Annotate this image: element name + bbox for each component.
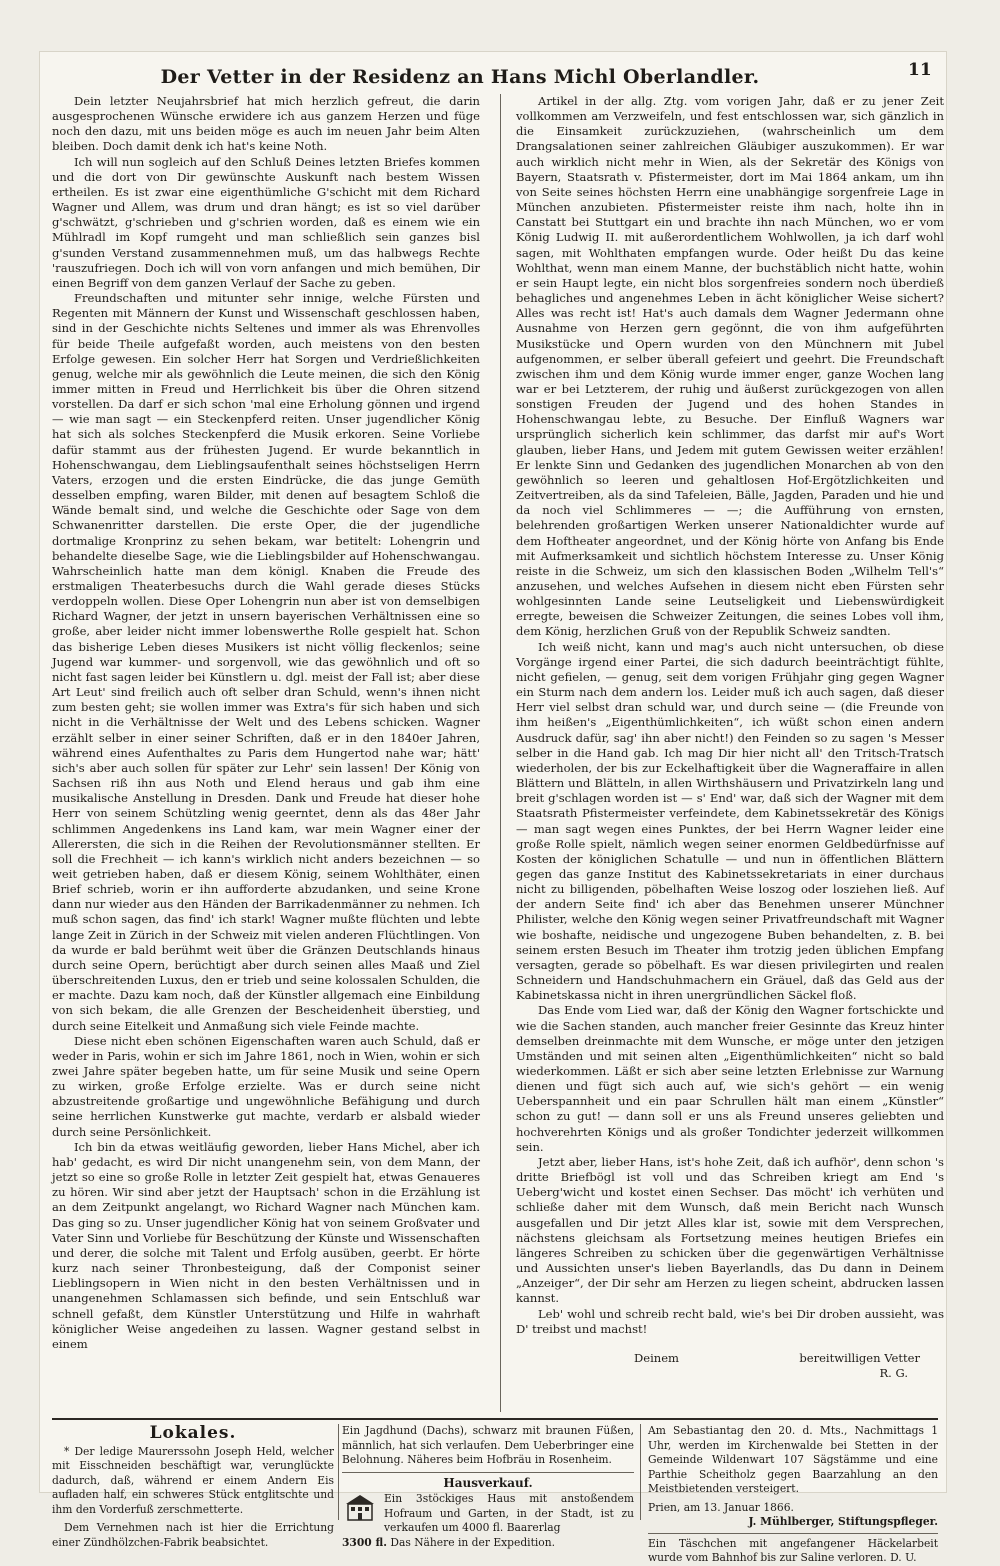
letter-paragraph: Freundschaften und mitunter sehr innige, welche Fürsten und Regenten mit Männern der Kunst und Wissenschaft geschlossen haben, sind in der Geschichte nichts Seltenes und immer als was Ehrenvolles für beide Theile aufgefaßt worden, auch meistens von den besten Erfolge gewesen. Ein solcher Herr hat Sorgen und Verdrießlichkeiten genug, welche mir als gewöhnlich die Leute meinen, die sich den König immer mitten in Freud und Herrlichkeit bis über die Ohren sitzend vorstellen. Da darf er sich schon 'mal eine Erholung gönnen und irgend — wie man sagt — ein Steckenpferd reiten. Unser jugendlicher König hat sich als solches Steckenpferd die Musik erkoren. Seine Vorliebe dafür stammt aus der frühesten Jugend. Er wurde bekanntlich in Hohenschwangau, dem Lieblingsaufenthalt seines höchstseligen Herrn Vaters, erzogen und die ersten Eindrücke, die das junge Gemüth desselben empfing, waren Bilder, mit denen auf besagtem Schloß die Wände bemalt sind, und welche die Geschichte oder Sage von dem Schwanenritter darstellen. Die erste Oper, die der jugendliche dortmalige Kronprinz zu sehen bekam, war betitelt: Lohengrin und behandelte dieselbe Sage, wie die Lieblingsbilder auf Hohenschwangau. Wahrscheinlich hatte man dem königl. Knaben die Freude des erstmaligen Theaterbesuchs durch die Wahl gerade dieses Stücks verdoppeln wollen. Diese Oper Lohengrin nun aber ist von demselbigen Richard Wagner, der jetzt in unsern bayerischen Verhältnissen eine so große, aber leider nicht immer lobenswerthe Rolle gespielt hat. Schon das bisherige Leben dieses Musikers ist nicht völlig fleckenlos; seine Jugend war kummer- und sorgenvoll, wie das gewöhnlich und oft so nicht fast sagen leider bei Künstlern u. dgl. meist der Fall ist; aber diese Art Leut' sind freilich auch oft selber dran Schuld, wenn's ihnen nicht zum besten geht; sie wollen immer was Extra's für sich haben und sich nicht in die Verhältnisse der Welt und des Lebens schicken. Wagner erzählt selber in einer seiner Schriften, daß er in den 1840er Jahren, während eines Aufenthaltes zu Paris dem Hungertod nahe war; hätt' sich's aber auch sollen für später zur Lehr' sein lassen! Der König von Sachsen riß ihn aus Noth und Elend heraus und gab ihm eine musikalische Anstellung in Dresden. Dank und Freude hat dieser hohe Herr von seinem Schützling wenig geerntet, denn als das 48er Jahr schlimmen Angedenkens ins Land kam, war mein Wagner einer der Allerersten, die sich in die Reihen der Revolutionsmänner stellten. Er soll die Frechheit — ich kann's wirklich nicht anders bezeichnen — so weit getrieben haben, daß er diesem König, seinem Wohlthäter, einen Brief schrieb, worin er ihn aufforderte abzudanken, und seine Krone dann nur wieder aus den Händen der Barrikadenmänner zu nehmen. Ich muß schon sagen, das find' ich stark! Wagner mußte flüchten und lebte lange Zeit in Zürich in der Schweiz mit vielen anderen Flüchtlingen. Von da wurde er bald berühmt weit über die Gränzen Deutschlands hinaus durch seine Opern, berüchtigt aber durch seinen alles Maaß und Ziel überschreitenden Luxus, den er trieb und seine kolossalen Schulden, die er machte. Dazu kam noch, daß der Künstler allgemach eine Einbildung von sich bekam, die alle Grenzen der Bescheidenheit überstieg, und durch seine Eitelkeit und Anmaßung sich viele Feinde machte.	[52, 291, 480, 1033]
lokales-item: * Der ledige Maurerssohn Joseph Held, welcher mit Eisschneiden beschäftigt war, verunglückte dadurch, daß, während er einem Andern Eis aufladen half, ein schweres Stück entglitschte und ihm den Vorderfuß zerschmetterte.	[52, 1444, 334, 1516]
letter-paragraph: Diese nicht eben schönen Eigenschaften waren auch Schuld, daß er weder in Paris, wohin er sich im Jahre 1861, noch in Wien, wohin er sich zwei Jahre später begeben hatte, um für seine Musik und seine Opern zu wirken, große Erfolge erzielte. Was er durch seine nicht abzustreitende großartige und ungewöhnliche Befähigung und durch seine herrlichen Kunstwerke gut machte, verdarb er alsbald wieder durch seine Persönlichkeit.	[52, 1033, 480, 1139]
letter-paragraph: Jetzt aber, lieber Hans, ist's hohe Zeit, daß ich aufhör', denn schon 's dritte Briefbögl ist voll und das Schreiben kriegt am End 's Ueberg'wicht und kostet einen Sechser. Das möcht' ich verhüten und schließe daher mit dem Wunsch, daß mein Bericht nach Wunsch ausgefallen und Dir jetzt Alles klar ist, sowie mit dem Versprechen, nächstens gleichsam als Fortsetzung meines heutigen Briefes ein längeres Schreiben zu schicken über die gegenwärtigen Verhältnisse und Aussichten unser's lieben Bayerlandls, das Du dann in Deinem „Anzeiger“, der Dir sehr am Herzen zu liegen scheint, abdrucken lassen kannst.	[516, 1154, 944, 1306]
letter-column-right	[516, 94, 944, 1404]
ad-versteigerung: Am Sebastiantag den 20. d. Mts., Nachmittags 1 Uhr, werden im Kirchenwalde bei Stetten in der Gemeinde Wildenwart 107 Sägstämme und eine Parthie Scheitholz gegen Baarzahlung an den Meistbietenden versteigert.	[648, 1424, 938, 1495]
ad-hausverkauf-more: Das Nähere in der Expedition.	[390, 1535, 556, 1549]
letter-closing	[516, 1351, 944, 1366]
ads-right	[648, 1424, 938, 1564]
ad-hausverkauf	[342, 1492, 634, 1536]
closing-right: bereitwilligen Vetter	[799, 1350, 920, 1365]
ad-jagdhund: Ein Jagdhund (Dachs), schwarz mit braunen Füßen, männlich, hat sich verlaufen. Dem Ueberbringer eine Belohnung. Näheres beim Hofbräu in Rosenheim.	[342, 1424, 634, 1466]
letter-headline: Der Vetter in der Residenz an Hans Michl Oberlandler.	[160, 66, 760, 88]
lokales-item: Dem Vernehmen nach ist hier die Errichtung einer Zündhölzchen-Fabrik beabsichtet.	[52, 1521, 334, 1549]
letter-signature: R. G.	[879, 1365, 908, 1380]
lokales-section	[52, 1423, 334, 1549]
letter-column-left	[52, 94, 480, 1404]
ad-divider	[338, 1424, 339, 1520]
lokales-heading: Lokales.	[149, 1423, 237, 1443]
ad-hausverkauf-footer	[342, 1536, 634, 1551]
ad-rule	[342, 1472, 634, 1473]
house-icon	[342, 1492, 378, 1522]
letter-paragraph: Ich will nun sogleich auf den Schluß Deines letzten Briefes kommen und die dort von Dir gewünschte Auskunft nach bestem Wissen ertheilen. Es ist zwar eine eigenthümliche G'schicht mit dem Richard Wagner und Allem, was drum und dran hängt; es ist so viel darüber g'schwätzt, g'schrieben und g'schrien worden, daß es einem wie ein Mühlradl im Kopf rumgeht und man schließlich sein ganzes bisl g'sunden Verstand zusammennehmen muß, um das halbwegs Rechte 'rauszufriegen. Doch ich will von vorn anfangen und mich bemühen, Dir einen Begriff von dem ganzen Verlauf der Sache zu geben.	[52, 154, 480, 290]
ad-signer: J. Mühlberger, Stiftungspfleger.	[748, 1515, 938, 1528]
letter-paragraph: Leb' wohl und schreib recht bald, wie's bei Dir droben aussieht, was D' treibst und machst!	[516, 1306, 944, 1336]
page-number: 11	[908, 60, 932, 80]
section-rule	[52, 1418, 938, 1420]
closing-left: Deinem	[634, 1350, 680, 1365]
ads-middle	[342, 1424, 634, 1549]
letter-paragraph: Ich weiß nicht, kann und mag's auch nicht untersuchen, ob diese Vorgänge irgend einer Partei, die sich dadurch beeinträchtigt fühlte, nicht gefielen, — genug, seit dem vorigen Frühjahr ging gegen Wagner ein Sturm nach dem andern los. Leider muß ich auch sagen, daß dieser Herr viel selbst dran schuld war, und durch seine — (die Freunde von ihm heißen's „Eigenthümlichkeiten“, ich wüßt schon einen andern Ausdruck dafür, sag' ihn aber nicht!) den Feinden so zu sagen 's Messer selber in die Hand gab. Ich mag Dir hier nicht all' den Tritsch-Tratsch wiederholen, der bis zur Eckelhaftigkeit über die Wagneraffaire in allen Blättern und Blätteln, in allen Wirthshäusern und Privatzirkeln lang und breit g'schlagen worden ist — s' End' war, daß sich der Wagner mit dem Staatsrath Pfistermeister verfeindete, dem Kabinetssekretär des Königs — man sagt wegen eines Punktes, der bei Herrn Wagner leider eine große Rolle spielt, nämlich wegen seiner enormen Geldbedürfnisse auf Kosten der königlichen Schatulle — und nun in öffentlichen Blättern gegen das ganze Institut des Kabinetssekretariats in einer durchaus nicht zu billigenden, pöbelhaften Weise loszog oder losziehen ließ. Auf der andern Seite find' ich aber das Benehmen unserer Münchner Philister, welche den König wegen seiner Privatfreundschaft mit Wagner wie boshafte, neidische und ungezogene Buben behandelten, z. B. bei seinem ersten Besuch im Theater ihm trotzig jeden üblichen Empfang versagten, gerade so pöbelhaft. Es war diesen privilegirten und realen Schneidern und Handschuhmachern ein Gräuel, daß das Geld aus der Kabinetskassa nicht in ihren unergründlichen Säckel floß.	[516, 639, 944, 1003]
ad-taeschchen: Ein Täschchen mit angefangener Häckelarbeit wurde vom Bahnhof bis zur Saline verloren. D. U.	[648, 1536, 938, 1564]
letter-paragraph: Dein letzter Neujahrsbrief hat mich herzlich gefreut, die darin ausgesprochenen Wünsche erwidere ich aus ganzem Herzen und füge noch den dazu, mit uns beiden möge es auch im neuen Jahr beim Alten bleiben. Doch damit denk ich hat's keine Noth.	[52, 94, 480, 154]
column-divider	[500, 94, 501, 1412]
ad-datum: Prien, am 13. Januar 1866.	[648, 1500, 794, 1514]
letter-paragraph: Ich bin da etwas weitläufig geworden, lieber Hans Michel, aber ich hab' gedacht, es wird Dir nicht unangenehm sein, von dem Mann, der jetzt so eine so große Rolle in letzter Zeit gespielt hat, etwas Genaueres zu hören. Wir sind aber jetzt der Hauptsach' schon in die Erzählung ist an dem Zeitpunkt angelangt, wo Richard Wagner nach München kam. Das ging so zu. Unser jugendlicher König hat von seinem Großvater und Vater Sinn und Vorliebe für Beschützung der Künste und Wissenschaften und derer, die solche mit Talent und Erfolg ausüben, geerbt. Er hörte kurz nach seiner Thronbesteigung, daß der Componist seiner Lieblingsopern in Wien nicht in den besten Verhältnissen und in unangenehmen Schlamassen sich befinde, und sein Entschluß war schnell gefaßt, dem Künstler Unterstützung und Hilfe in wahrhaft königlicher Weise angedeihen zu lassen. Wagner gestand selbst in einem	[52, 1139, 480, 1351]
ad-divider	[640, 1424, 641, 1520]
letter-paragraph: Das Ende vom Lied war, daß der König den Wagner fortschickte und wie die Sachen standen, auch mancher freier Gesinnte das Kreuz hinter demselben dreinmachte mit dem Wunsche, er möge unter den jetzigen Umständen und mit seinen alten „Eigenthümlichkeiten“ nicht so bald wiederkommen. Läßt er sich aber seine letzten Erlebnisse zur Warnung dienen und fügt sich auch auf, wie sich's gehört — ein wenig Ueberspannheit und ein paar Schrullen hält man einem „Künstler“ schon zu gut! — dann soll er uns als Freund unseres geliebten und hochverehrten Königs und als großer Tondichter jederzeit willkommen sein.	[516, 1003, 944, 1154]
ad-rule	[648, 1533, 938, 1534]
letter-paragraph: Artikel in der allg. Ztg. vom vorigen Jahr, daß er zu jener Zeit vollkommen am Verzweifeln, und fest entschlossen war, sich gänzlich in die Einsamkeit zurückzuziehen, (wahrscheinlich um dem Drangsalationen seiner zahlreichen Gläubiger auszukommen). Er war auch wirklich nicht mehr in Wien, als der Sekretär des Königs von Bayern, Staatsrath v. Pfistermeister, dort im Mai 1864 ankam, um ihn von Seite seines höchsten Herrn eine unabhängige sorgenfreie Lage in München anzubieten. Pfistermeister reiste ihm nach, holte ihn in Canstatt bei Stuttgart ein und brachte ihn nach München, wo er vom König Ludwig II. mit außerordentlichem Wohlwollen, ja ich darf wohl sagen, mit Wohlthaten empfangen wurde. Oder heißt Du das keine Wohlthat, wenn man einem Manne, der buchstäblich nicht hatte, wohin er sein Haupt legte, ein nicht blos sorgenfreies sondern noch überdieß behagliches und angenehmes Leben in ächt königlicher Weise sichert? Alles was recht ist! Hat's auch damals dem Wagner Jedermann ohne Ausnahme von Herzen gern gegönnt, die von ihm aufgeführten Musikstücke und Opern wurden von den Münchnern mit Jubel aufgenommen, er selber überall gefeiert und geehrt. Die Freundschaft zwischen ihm und dem König wurde immer enger, ganze Wochen lang war er bei Letzterem, der ruhig und äußerst zurückgezogen von allen sonstigen Freuden der Jugend und des hohen Standes in Hohenschwangau lebte, zu Besuche. Der Einfluß Wagners war ursprünglich sicherlich kein schlimmer, das darfst mir auf's Wort glauben, lieber Hans, und Jedem mit gutem Gewissen weiter erzählen! Er lenkte Sinn und Gedanken des jugendlichen Monarchen ab von den gewöhnlich so leeren und gehaltlosen Hof-Ergötzlichkeiten und Zeitvertreiben, als da sind Tafeleien, Bälle, Jagden, Paraden und hie und da noch viel Schlimmeres — —; die Aufführung von ernsten, belehrenden großartigen Werken unserer Nationaldichter wurde auf dem Hoftheater angeordnet, und der König hörte von Anfang bis Ende mit Aufmerksamkeit und sichtlich höchstem Interesse zu. Unser König reiste in die Schweiz, um sich den klassischen Boden „Wilhelm Tell's“ anzusehen, und welches Aufsehen in diesem nicht eben Fürsten sehr wohlgesinnten Lande seine Leutseligkeit und Liebenswürdigkeit erregte, beweisen die Schweizer Zeitungen, die seines Lobes voll ihm, dem König, herzlichen Gruß von der Republik Schweiz sandten.	[516, 94, 944, 639]
ad-hausverkauf-text: Ein 3stöckiges Haus mit anstoßendem Hofraum und Garten, in der Stadt, ist zu verkaufen um 4000 fl. Baarerlag	[384, 1492, 634, 1534]
ad-price: 3300 fl.	[342, 1535, 387, 1549]
ad-hausverkauf-title: Hausverkauf.	[443, 1475, 533, 1490]
